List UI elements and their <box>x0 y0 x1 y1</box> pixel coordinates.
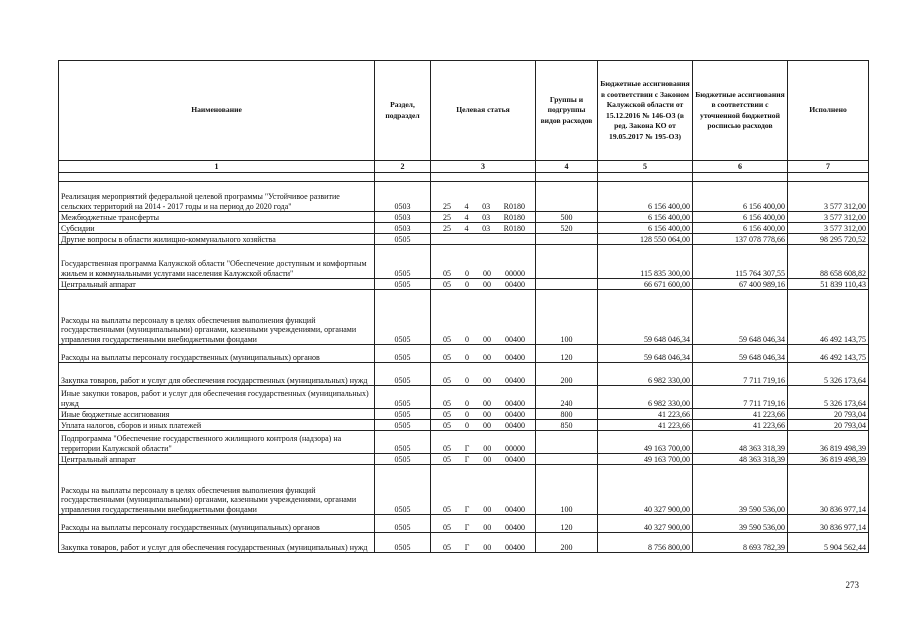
row-name: Уплата налогов, сборов и иных платежей <box>59 420 375 431</box>
row-executed: 20 793,04 <box>788 420 869 431</box>
table-row <box>59 234 869 245</box>
target-code-part: 05 <box>443 352 451 362</box>
target-code <box>433 280 533 290</box>
target-code-part: 03 <box>482 212 491 222</box>
row-group: 520 <box>536 223 598 234</box>
row-budget-law: 8 756 800,00 <box>598 533 693 553</box>
row-executed: 46 492 143,75 <box>788 345 869 363</box>
table-row <box>59 533 869 553</box>
header-target: Целевая статья <box>431 61 536 161</box>
column-number: 4 <box>536 161 598 173</box>
row-executed: 30 836 977,14 <box>788 465 869 515</box>
target-code-part: 00 <box>483 268 491 278</box>
table-row <box>59 279 869 290</box>
table-row <box>59 465 869 515</box>
row-section: 0505 <box>375 465 431 515</box>
row-group <box>536 234 598 245</box>
row-section: 0505 <box>375 454 431 465</box>
row-section: 0505 <box>375 290 431 345</box>
row-group: 800 <box>536 409 598 420</box>
row-budget-law: 40 327 900,00 <box>598 465 693 515</box>
target-code <box>433 523 533 533</box>
target-code <box>433 224 533 234</box>
target-code-part: 05 <box>443 522 451 532</box>
row-section: 0505 <box>375 363 431 386</box>
row-budget-refined: 48 363 318,39 <box>693 431 788 454</box>
target-code-part: 4 <box>464 201 469 211</box>
row-target <box>431 420 536 431</box>
target-code <box>433 505 533 515</box>
row-budget-refined: 59 648 046,34 <box>693 345 788 363</box>
row-name: Расходы на выплаты персоналу в целях обеспечения выполнения функций государственными (муниципальными) органами, казенными учреждениями, органами управления государственными внебюджетными фондами <box>59 465 375 515</box>
row-section: 0505 <box>375 533 431 553</box>
table-row <box>59 386 869 409</box>
row-section: 0505 <box>375 234 431 245</box>
table-row <box>59 431 869 454</box>
table-row <box>59 363 869 386</box>
target-code-part: 00 <box>483 352 491 362</box>
table-row <box>59 290 869 345</box>
target-code-part: 25 <box>443 212 451 222</box>
row-executed: 36 819 498,39 <box>788 431 869 454</box>
table-body <box>59 173 869 553</box>
column-number: 1 <box>59 161 375 173</box>
target-code <box>433 421 533 431</box>
target-code-part: 00 <box>483 409 491 419</box>
header-row <box>59 61 869 161</box>
row-group: 200 <box>536 533 598 553</box>
target-code-part: 00400 <box>505 375 525 385</box>
row-name: Подпрограмма "Обеспечение государственного жилищного контроля (надзора) на территории Калужской области" <box>59 431 375 454</box>
row-target <box>431 182 536 212</box>
row-budget-law: 49 163 700,00 <box>598 454 693 465</box>
target-code-part: Г <box>464 504 470 514</box>
row-name: Реализация мероприятий федеральной целевой программы "Устойчивое развитие сельских территорий на 2014 - 2017 годы и на период до 2020 года" <box>59 182 375 212</box>
row-section: 0505 <box>375 515 431 533</box>
target-code-part: 00 <box>483 504 492 514</box>
row-group <box>536 245 598 279</box>
row-group <box>536 454 598 465</box>
row-budget-law: 115 835 300,00 <box>598 245 693 279</box>
target-code-part: 05 <box>443 279 451 289</box>
table-row <box>59 345 869 363</box>
spacer-row <box>59 173 869 182</box>
target-code-part: R0180 <box>503 223 525 233</box>
row-target <box>431 234 536 245</box>
row-budget-refined: 6 156 400,00 <box>693 212 788 223</box>
target-code-part: 00400 <box>504 542 525 552</box>
row-budget-law: 6 156 400,00 <box>598 182 693 212</box>
target-code <box>433 455 533 465</box>
row-target <box>431 345 536 363</box>
target-code-part: 4 <box>464 212 469 222</box>
row-section: 0505 <box>375 409 431 420</box>
target-code-part: Г <box>464 522 470 532</box>
row-name: Межбюджетные трансферты <box>59 212 375 223</box>
target-code-part: 00 <box>483 334 491 344</box>
row-name: Закупка товаров, работ и услуг для обеспечения государственных (муниципальных) нужд <box>59 363 375 386</box>
target-code-part: 25 <box>443 223 451 233</box>
target-code-part: 05 <box>443 375 451 385</box>
target-code-part: 05 <box>443 454 451 464</box>
row-group <box>536 279 598 290</box>
table-row <box>59 515 869 533</box>
row-executed: 3 577 312,00 <box>788 212 869 223</box>
target-code-part: 00 <box>483 375 491 385</box>
row-name: Субсидии <box>59 223 375 234</box>
row-executed: 3 577 312,00 <box>788 223 869 234</box>
target-code-part: 00400 <box>505 409 525 419</box>
row-budget-law: 6 156 400,00 <box>598 223 693 234</box>
target-code-part: 05 <box>443 334 451 344</box>
target-code-part: Г <box>464 454 470 464</box>
row-executed: 88 658 608,82 <box>788 245 869 279</box>
target-code-part: 05 <box>443 443 451 453</box>
table-row <box>59 420 869 431</box>
page-number: 273 <box>845 580 859 590</box>
target-code-part: 00000 <box>504 443 525 453</box>
row-group <box>536 182 598 212</box>
row-executed: 5 904 562,44 <box>788 533 869 553</box>
target-code-part: 00 <box>483 279 491 289</box>
table-row <box>59 454 869 465</box>
row-budget-refined: 59 648 046,34 <box>693 290 788 345</box>
row-group: 120 <box>536 515 598 533</box>
row-group: 100 <box>536 465 598 515</box>
target-code-part: 00 <box>483 443 492 453</box>
row-budget-refined: 41 223,66 <box>693 420 788 431</box>
target-code-part: 00400 <box>504 504 525 514</box>
row-group: 240 <box>536 386 598 409</box>
row-executed: 30 836 977,14 <box>788 515 869 533</box>
target-code-part: 0 <box>465 279 469 289</box>
target-code <box>433 399 533 409</box>
column-number: 3 <box>431 161 536 173</box>
target-code-part: R0180 <box>503 201 525 211</box>
target-code-part: 00400 <box>505 420 525 430</box>
target-code-part: 00400 <box>505 398 525 408</box>
row-executed: 5 326 173,64 <box>788 386 869 409</box>
column-number: 7 <box>788 161 869 173</box>
target-code-part: Г <box>464 443 470 453</box>
row-executed: 5 326 173,64 <box>788 363 869 386</box>
target-code <box>433 376 533 386</box>
target-code-part: 4 <box>464 223 469 233</box>
target-code-part: 0 <box>465 352 469 362</box>
row-budget-law: 6 982 330,00 <box>598 386 693 409</box>
target-code-part: 0 <box>465 334 469 344</box>
row-target <box>431 290 536 345</box>
row-name: Закупка товаров, работ и услуг для обеспечения государственных (муниципальных) нужд <box>59 533 375 553</box>
row-budget-refined: 41 223,66 <box>693 409 788 420</box>
target-code-part: 0 <box>465 398 469 408</box>
row-budget-refined: 6 156 400,00 <box>693 182 788 212</box>
row-group: 120 <box>536 345 598 363</box>
target-code-part: 00000 <box>505 268 525 278</box>
target-code <box>433 353 533 363</box>
row-target <box>431 212 536 223</box>
target-code-part: 00 <box>483 454 492 464</box>
table-row <box>59 182 869 212</box>
target-code-part: 03 <box>482 201 491 211</box>
row-budget-law: 41 223,66 <box>598 420 693 431</box>
row-target <box>431 386 536 409</box>
row-target <box>431 245 536 279</box>
row-name: Расходы на выплаты персоналу государственных (муниципальных) органов <box>59 345 375 363</box>
target-code-part: 00400 <box>505 334 525 344</box>
target-code-part: 05 <box>443 504 451 514</box>
header-name: Наименование <box>59 61 375 161</box>
target-code-part: 03 <box>482 223 491 233</box>
row-section: 0505 <box>375 279 431 290</box>
column-number: 2 <box>375 161 431 173</box>
row-section: 0505 <box>375 345 431 363</box>
row-name: Расходы на выплаты персоналу государственных (муниципальных) органов <box>59 515 375 533</box>
target-code-part: 25 <box>443 201 451 211</box>
row-target <box>431 454 536 465</box>
header-executed: Исполнено <box>788 61 869 161</box>
row-target <box>431 409 536 420</box>
row-budget-refined: 7 711 719,16 <box>693 386 788 409</box>
target-code-part: Г <box>464 542 470 552</box>
row-section: 0505 <box>375 431 431 454</box>
row-budget-refined: 137 078 778,66 <box>693 234 788 245</box>
row-budget-law: 41 223,66 <box>598 409 693 420</box>
row-name: Иные бюджетные ассигнования <box>59 409 375 420</box>
row-name: Расходы на выплаты персоналу в целях обеспечения выполнения функций государственными (муниципальными) органами, казенными учреждениями, органами управления государственными внебюджетными фондами <box>59 290 375 345</box>
target-code-part: 0 <box>465 375 469 385</box>
table-row <box>59 212 869 223</box>
row-target <box>431 533 536 553</box>
target-code-part: 05 <box>443 398 451 408</box>
row-target <box>431 515 536 533</box>
row-name: Иные закупки товаров, работ и услуг для обеспечения государственных (муниципальных) нужд <box>59 386 375 409</box>
row-budget-refined: 8 693 782,39 <box>693 533 788 553</box>
row-budget-refined: 39 590 536,00 <box>693 465 788 515</box>
target-code-part: R0180 <box>503 212 525 222</box>
header-groups: Группы и подгруппы видов расходов <box>536 61 598 161</box>
row-executed: 51 839 110,43 <box>788 279 869 290</box>
header-budget-law: Бюджетные ассигнования в соответствии с Законом Калужской области от 15.12.2016 № 146-ОЗ (в ред. Закона КО от 19.05.2017 № 195-ОЗ) <box>598 61 693 161</box>
target-code <box>433 410 533 420</box>
header-budget-refined: Бюджетные ассигнования в соответствии с уточненной бюджетной росписью расходов <box>693 61 788 161</box>
target-code-part: 0 <box>465 268 469 278</box>
target-code-part: 00 <box>483 522 492 532</box>
target-code <box>433 213 533 223</box>
row-section: 0503 <box>375 212 431 223</box>
budget-table <box>58 60 869 553</box>
row-group: 200 <box>536 363 598 386</box>
column-number: 6 <box>693 161 788 173</box>
row-budget-refined: 6 156 400,00 <box>693 223 788 234</box>
target-code-part: 00400 <box>504 522 525 532</box>
row-section: 0505 <box>375 245 431 279</box>
column-number-row <box>59 161 869 173</box>
target-code-part: 00 <box>483 398 491 408</box>
target-code-part: 05 <box>443 542 451 552</box>
table-row <box>59 409 869 420</box>
target-code-part: 00400 <box>505 352 525 362</box>
row-budget-refined: 39 590 536,00 <box>693 515 788 533</box>
row-budget-law: 66 671 600,00 <box>598 279 693 290</box>
row-budget-law: 128 550 064,00 <box>598 234 693 245</box>
row-section: 0505 <box>375 420 431 431</box>
row-group: 100 <box>536 290 598 345</box>
row-executed: 3 577 312,00 <box>788 182 869 212</box>
row-budget-refined: 48 363 318,39 <box>693 454 788 465</box>
row-budget-law: 6 982 330,00 <box>598 363 693 386</box>
row-budget-refined: 115 764 307,55 <box>693 245 788 279</box>
row-target <box>431 223 536 234</box>
row-name: Центральный аппарат <box>59 279 375 290</box>
target-code-part: 00400 <box>505 279 525 289</box>
target-code-part: 0 <box>465 409 469 419</box>
target-code <box>433 444 533 454</box>
row-budget-law: 59 648 046,34 <box>598 345 693 363</box>
table-row <box>59 245 869 279</box>
target-code-part: 05 <box>443 420 451 430</box>
row-section: 0503 <box>375 182 431 212</box>
row-target <box>431 279 536 290</box>
row-group: 850 <box>536 420 598 431</box>
target-code <box>433 269 533 279</box>
column-number: 5 <box>598 161 693 173</box>
row-name: Государственная программа Калужской области "Обеспечение доступным и комфортным жильем и коммунальными услугами населения Калужской области" <box>59 245 375 279</box>
row-budget-law: 59 648 046,34 <box>598 290 693 345</box>
row-target <box>431 363 536 386</box>
row-executed: 36 819 498,39 <box>788 454 869 465</box>
target-code-part: 05 <box>443 268 451 278</box>
row-target <box>431 465 536 515</box>
row-budget-law: 49 163 700,00 <box>598 431 693 454</box>
target-code-part: 0 <box>465 420 469 430</box>
target-code-part: 00400 <box>504 454 525 464</box>
row-executed: 20 793,04 <box>788 409 869 420</box>
target-code <box>433 335 533 345</box>
target-code-part: 05 <box>443 409 451 419</box>
target-code-part: 00 <box>483 420 491 430</box>
row-name: Другие вопросы в области жилищно-коммунального хозяйства <box>59 234 375 245</box>
row-group: 500 <box>536 212 598 223</box>
row-budget-refined: 67 400 989,16 <box>693 279 788 290</box>
row-name: Центральный аппарат <box>59 454 375 465</box>
row-budget-law: 6 156 400,00 <box>598 212 693 223</box>
row-executed: 98 295 720,52 <box>788 234 869 245</box>
row-section: 0503 <box>375 223 431 234</box>
row-target <box>431 431 536 454</box>
row-group <box>536 431 598 454</box>
row-budget-law: 40 327 900,00 <box>598 515 693 533</box>
table-row <box>59 223 869 234</box>
target-code-part: 00 <box>483 542 492 552</box>
target-code <box>433 543 533 553</box>
row-section: 0505 <box>375 386 431 409</box>
target-code <box>433 202 533 212</box>
header-section: Раздел, подраздел <box>375 61 431 161</box>
row-budget-refined: 7 711 719,16 <box>693 363 788 386</box>
row-executed: 46 492 143,75 <box>788 290 869 345</box>
